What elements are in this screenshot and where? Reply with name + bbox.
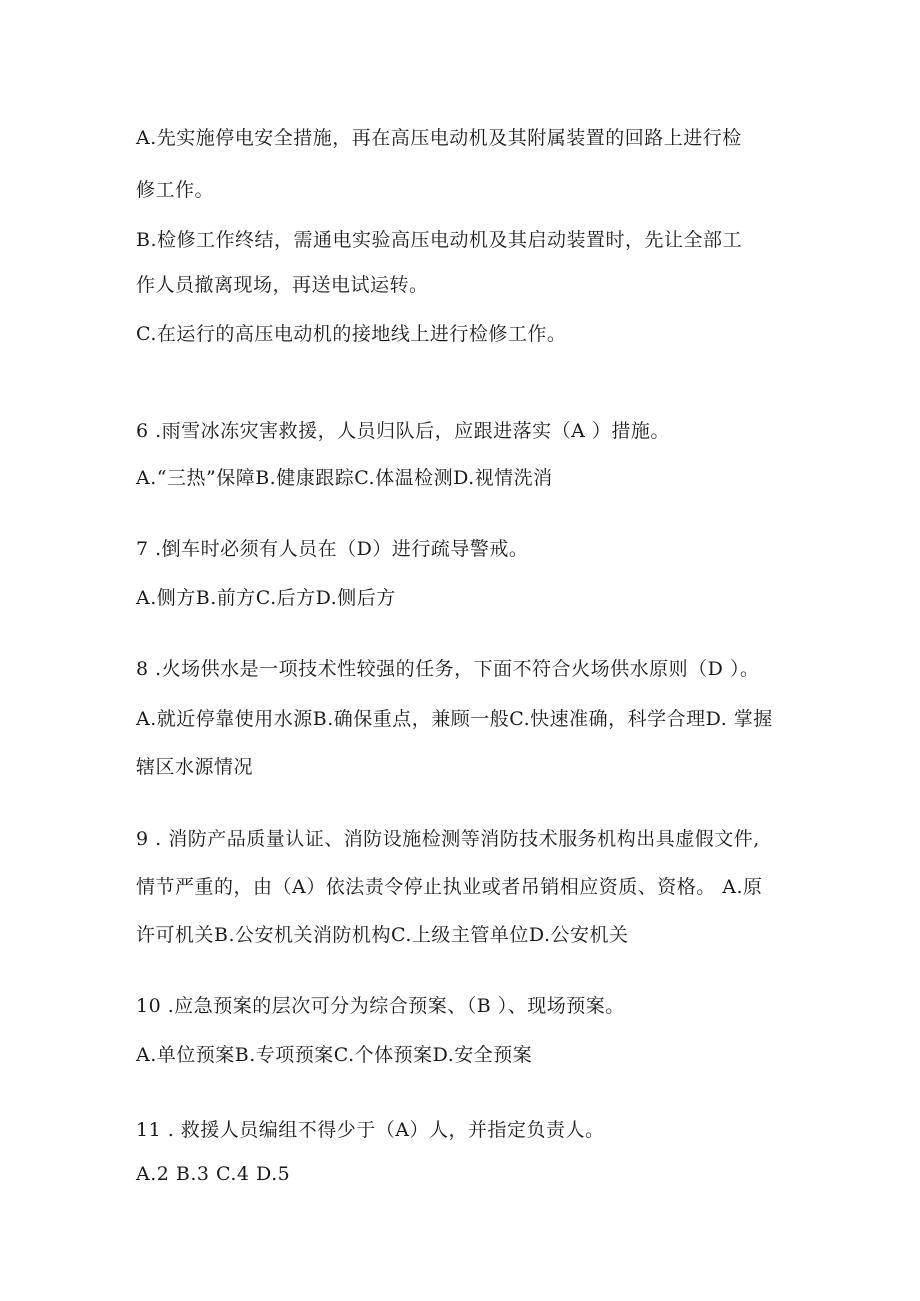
question-6-options: A.“三热”保障B.健康跟踪C.体温检测D.视情洗消 — [136, 467, 553, 489]
question-11-options: A.2 B.3 C.4 D.5 — [136, 1163, 291, 1185]
option-5a-line-1: A.先实施停电安全措施，再在高压电动机及其附属装置的回路上进行检 — [136, 127, 742, 149]
question-10-options: A.单位预案B.专项预案C.个体预案D.安全预案 — [136, 1044, 533, 1066]
question-11: 11 . 救援人员编组不得少于（A）人，并指定负责人。 — [136, 1119, 605, 1141]
question-7: 7 .倒车时必须有人员在（D）进行疏导警戒。 — [136, 538, 529, 560]
option-5c: C.在运行的高压电动机的接地线上进行检修工作。 — [136, 323, 567, 345]
question-8-options-line-1: A.就近停靠使用水源B.确保重点，兼顾一般C.快速准确，科学合理D. 掌握 — [136, 708, 773, 730]
question-7-options: A.侧方B.前方C.后方D.侧后方 — [136, 587, 396, 609]
question-9-line-1: 9 . 消防产品质量认证、消防设施检测等消防技术服务机构出具虚假文件, — [136, 828, 760, 850]
option-5b-line-2: 作人员撤离现场，再送电试运转。 — [136, 274, 429, 296]
question-9-line-2: 情节严重的，由（A）依法责令停止执业或者吊销相应资质、资格。 A.原 — [136, 876, 763, 898]
option-5a-line-2: 修工作。 — [136, 179, 215, 201]
question-8-options-line-2: 辖区水源情况 — [136, 756, 254, 778]
question-10: 10 .应急预案的层次可分为综合预案、（B ）、现场预案。 — [136, 995, 625, 1017]
question-9-line-3: 许可机关B.公安机关消防机构C.上级主管单位D.公安机关 — [136, 924, 629, 946]
option-5b-line-1: B.检修工作终结，需通电实验高压电动机及其启动装置时，先让全部工 — [136, 229, 743, 251]
question-6: 6 .雨雪冰冻灾害救援，人员归队后，应跟进落实（A ）措施。 — [136, 420, 670, 442]
question-8: 8 .火场供水是一项技术性较强的任务，下面不符合火场供水原则（D ）。 — [136, 658, 760, 680]
